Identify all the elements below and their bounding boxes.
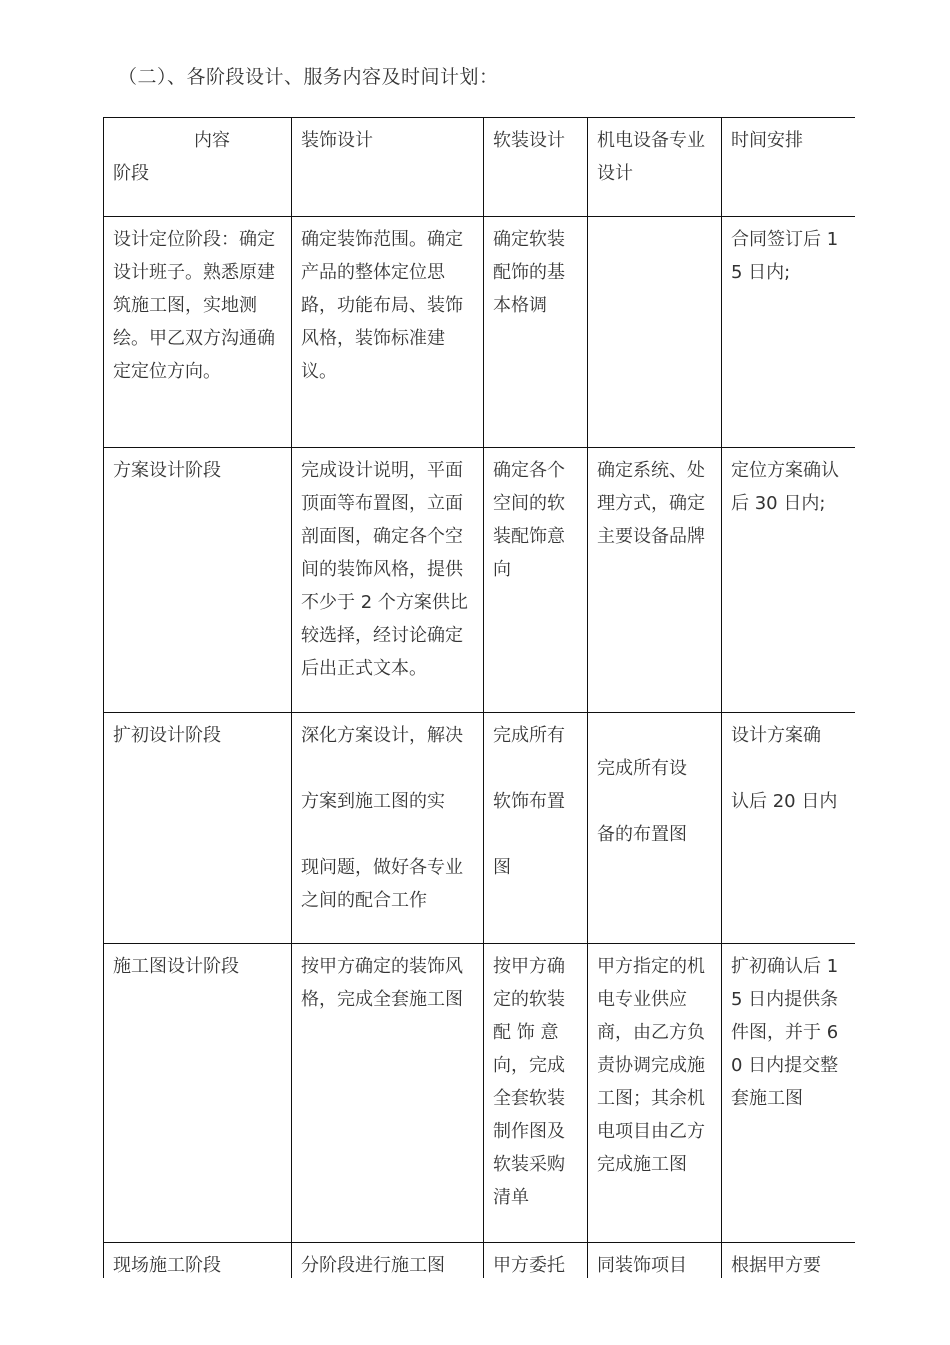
- soft-line: 按甲方确定的软装: [493, 956, 565, 1010]
- decoration-line: 现问题，做好各专业之间的配合工作: [301, 857, 463, 911]
- table-row: [104, 1243, 856, 1279]
- soft-cell: 甲方委托: [484, 1243, 588, 1279]
- soft-cell: [484, 713, 588, 944]
- decoration-cell: [292, 713, 484, 944]
- header-mep-design: 机电设备专业设计: [588, 118, 722, 217]
- stage-cell: 方案设计阶段: [104, 448, 292, 713]
- mep-line: 备的布置图: [597, 824, 687, 845]
- schedule-line: 设计方案确: [731, 725, 821, 746]
- table-row: [104, 713, 856, 944]
- table-header-row: [104, 118, 856, 217]
- header-schedule: 时间安排: [722, 118, 856, 217]
- soft-line: 软饰布置: [493, 791, 565, 812]
- schedule-cell: 定位方案确认后 30 日内;: [722, 448, 856, 713]
- schedule-cell: 根据甲方要: [722, 1243, 856, 1279]
- design-schedule-table-container: [103, 117, 855, 1278]
- schedule-cell: 合同签订后 15 日内;: [722, 217, 856, 448]
- mep-cell: 同装饰项目: [588, 1243, 722, 1279]
- schedule-cell: 扩初确认后 15 日内提供条件图，并于 60 日内提交整套施工图: [722, 944, 856, 1243]
- stage-cell: 施工图设计阶段: [104, 944, 292, 1243]
- decoration-line: 深化方案设计，解决: [301, 725, 463, 746]
- stage-cell: 现场施工阶段: [104, 1243, 292, 1279]
- table-row: [104, 448, 856, 713]
- decoration-cell: 分阶段进行施工图: [292, 1243, 484, 1279]
- stage-cell: 设计定位阶段：确定设计班子。熟悉原建筑施工图，实地测绘。甲乙双方沟通确定定位方向。: [104, 217, 292, 448]
- soft-line: 图: [493, 857, 511, 878]
- soft-line: 完成所有: [493, 725, 565, 746]
- soft-line: 配 饰 意: [493, 1022, 559, 1043]
- section-heading: （二）、各阶段设计、服务内容及时间计划：: [118, 66, 499, 88]
- soft-cell: 确定各个空间的软装配饰意向: [484, 448, 588, 713]
- header-content-label: 内容: [194, 130, 230, 151]
- soft-cell: 确定软装配饰的基本格调: [484, 217, 588, 448]
- soft-cell: [484, 944, 588, 1243]
- mep-cell: 甲方指定的机电专业供应商，由乙方负责协调完成施工图；其余机电项目由乙方完成施工图: [588, 944, 722, 1243]
- decoration-line: 方案到施工图的实: [301, 791, 445, 812]
- table-row: [104, 944, 856, 1243]
- schedule-line: 认后 20 日内: [731, 791, 838, 812]
- table-row: [104, 217, 856, 448]
- mep-cell: 确定系统、处理方式，确定主要设备品牌: [588, 448, 722, 713]
- mep-cell: [588, 713, 722, 944]
- header-decoration-design: 装饰设计: [292, 118, 484, 217]
- stage-cell: 扩初设计阶段: [104, 713, 292, 944]
- design-schedule-table: [103, 117, 855, 1278]
- header-soft-design: 软装设计: [484, 118, 588, 217]
- mep-cell: [588, 217, 722, 448]
- mep-line: 完成所有设: [597, 758, 687, 779]
- decoration-cell: 按甲方确定的装饰风格，完成全套施工图: [292, 944, 484, 1243]
- soft-line: 向，完成全套软装制作图及软装采购清单: [493, 1055, 565, 1208]
- header-stage-label: 阶段: [113, 163, 149, 184]
- corner-header-cell: [104, 118, 292, 217]
- schedule-cell: [722, 713, 856, 944]
- decoration-cell: 确定装饰范围。确定产品的整体定位思路，功能布局、装饰风格，装饰标准建议。: [292, 217, 484, 448]
- decoration-cell: 完成设计说明，平面顶面等布置图，立面剖面图，确定各个空间的装饰风格，提供不少于 2 个方案供比较选择，经讨论确定后出正式文本。: [292, 448, 484, 713]
